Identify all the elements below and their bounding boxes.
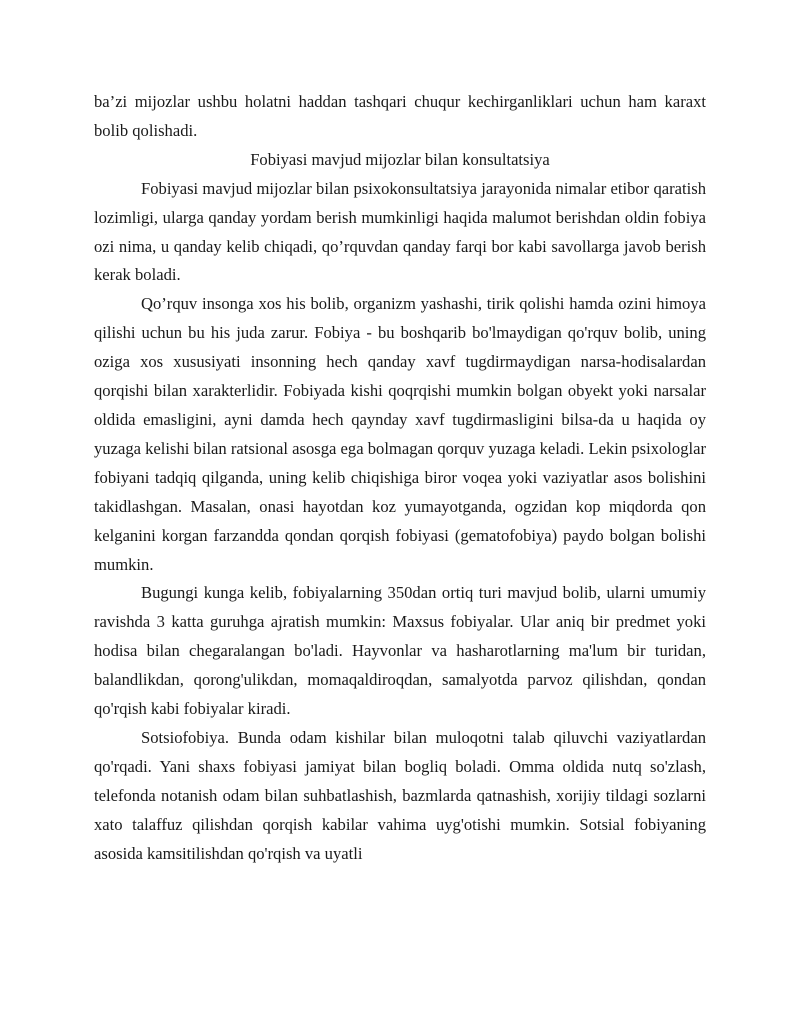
paragraph-phobia-types: Bugungi kunga kelib, fobiyalarning 350dan ortiq turi mavjud bolib, ularni umumiy ravishda 3 katta guruhga ajratish mumkin: Maxsus fobiyalar. Ular aniq bir predmet yoki hodisa bilan chegaralangan bo'ladi. Hayvonlar va hasharotlarning ma'lum bir turidan, balandlikdan, qorong'ulikdan, momaqaldiroqdan, samalyotda parvoz qilishdan, qondan qo'rqish kabi fobiyalar kiradi. <box>94 583 706 719</box>
document-page <box>94 88 706 868</box>
paragraph-sociophobia: Sotsiofobiya. Bunda odam kishilar bilan muloqotni talab qiluvchi vaziyatlardan qo'rqadi. Yani shaxs fobiyasi jamiyat bilan bogliq boladi. Omma oldida nutq so'zlash, telefonda notanish odam bilan suhbatlashish, bazmlarda qatnashish, xorijiy tildagi sozlarni xato talaffuz qilishdan qorqish kabilar vahima uyg'otishi mumkin. Sotsial fobiyaning asosida kamsitilishdan qo'rqish va uyatli <box>94 727 706 863</box>
paragraph-intro: ba’zi mijozlar ushbu holatni haddan tashqari chuqur kechirganliklari uchun ham karaxt bolib qolishadi. <box>94 92 706 140</box>
paragraph-consultation: Fobiyasi mavjud mijozlar bilan psixokonsultatsiya jarayonida nimalar etibor qaratish lozimligi, ularga qanday yordam berish mumkinligi haqida malumot berishdan oldin fobiya ozi nima, u qanday kelib chiqadi, qo’rquvdan qanday farqi bor kabi savollarga javob berish kerak boladi. <box>94 178 706 285</box>
paragraph-fear-definition: Qo’rquv insonga xos his bolib, organizm yashashi, tirik qolishi hamda ozini himoya qilishi uchun bu his juda zarur. Fobiya - bu boshqarib bo'lmaydigan qo'rquv bolib, uning oziga xos xususiyati insonning hech qanday xavf tugdirmaydigan narsa-hodisalardan qorqishi bilan xarakterlidir. Fobiyada kishi qoqrqishi mumkin bolgan obyekt yoki narsalar oldida emasligini, ayni damda hech qaynday xavf tugdirmasligini bilsa-da u haqida oy yuzaga kelishi bilan ratsional asosga ega bolmagan qorquv yuzaga keladi. Lekin psixologlar fobiyani tadqiq qilganda, uning kelib chiqishiga biror voqea yoki vaziyatlar asos bolishini takidlashgan. Masalan, onasi hayotdan koz yumayotganda, ogzidan kop miqdorda qon kelganini korgan farzandda qondan qorqish fobiyasi (gematofobiya) paydo bolgan bolishi mumkin. <box>94 294 706 574</box>
section-heading: Fobiyasi mavjud mijozlar bilan konsultatsiya <box>250 149 550 169</box>
